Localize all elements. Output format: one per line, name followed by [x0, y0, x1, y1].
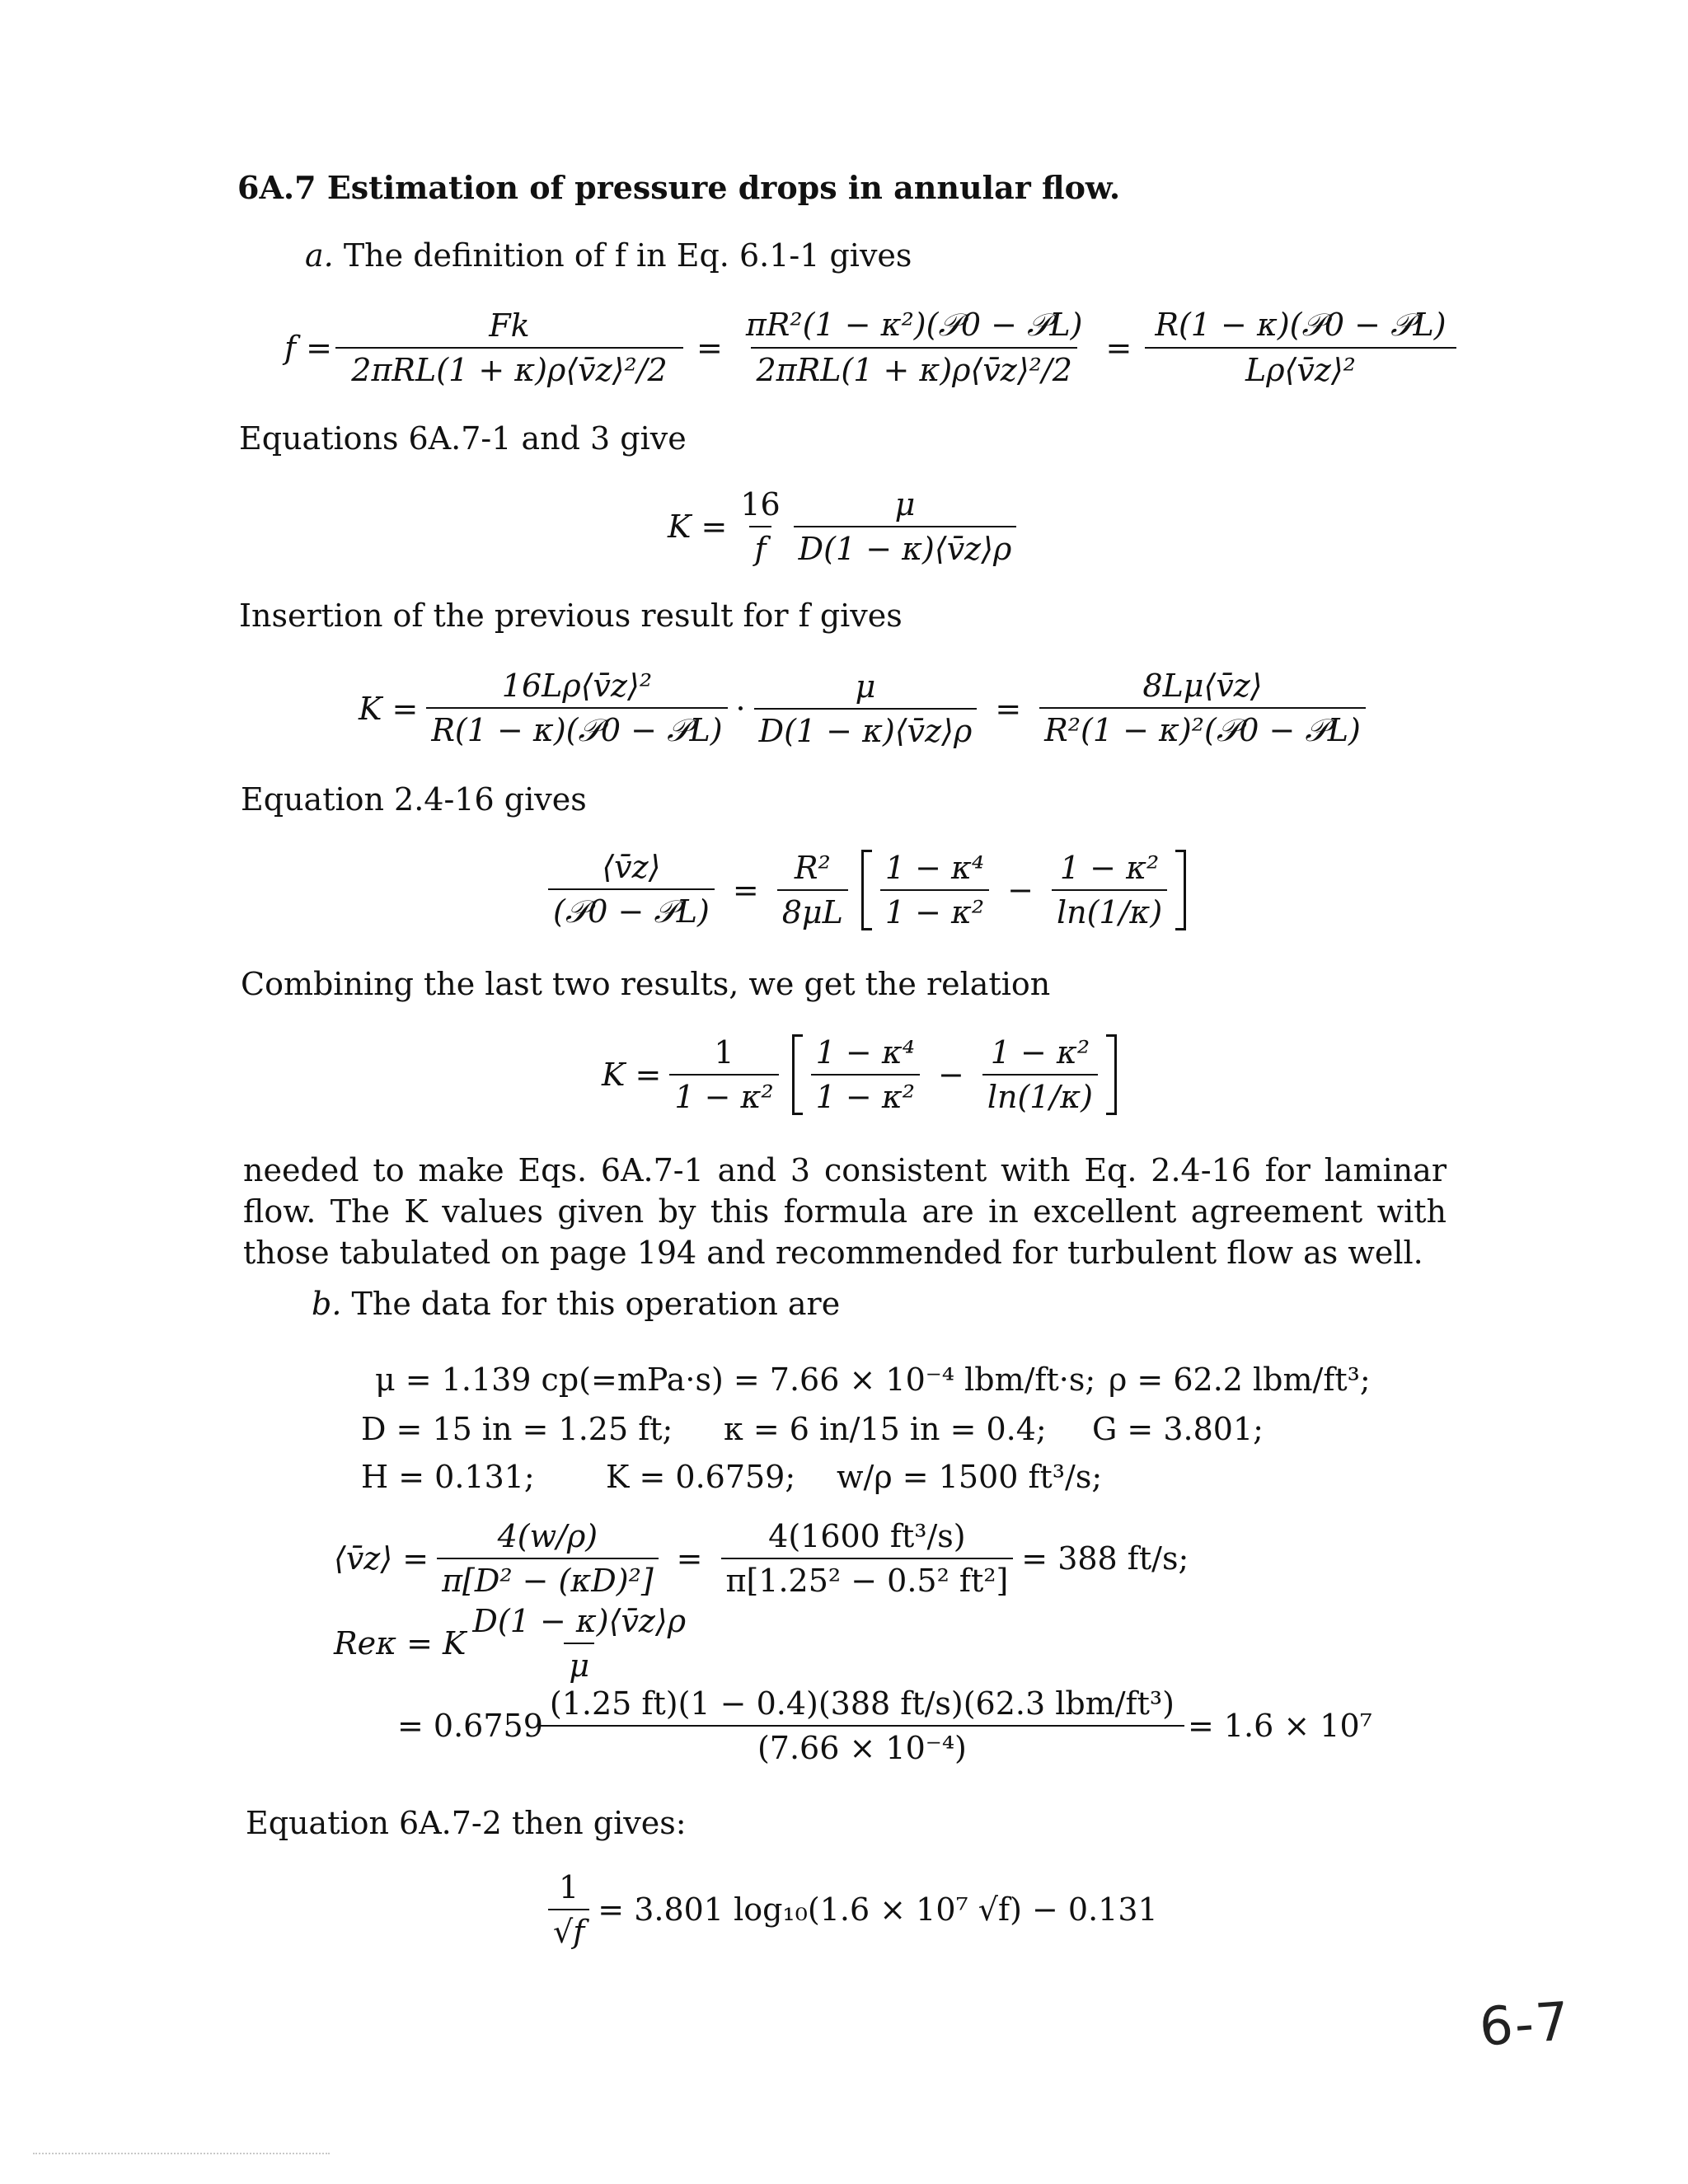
- eq4-b1-den: 1 − κ²: [880, 889, 989, 930]
- equation-k-relation: [602, 1034, 1122, 1115]
- eq4-left-frac: [548, 849, 715, 930]
- eq1-equals-a: =: [696, 329, 723, 366]
- eq3-frac1-den: R(1 − κ)(𝒫0 − 𝒫L): [426, 707, 727, 749]
- part-b-intro-text: The data for this operation are: [351, 1286, 841, 1322]
- re-frac-num: D(1 − κ)⟨v̄z⟩ρ: [472, 1603, 687, 1639]
- equation-friction-factor: [284, 307, 1460, 388]
- eq2-frac2-den: D(1 − κ)⟨v̄z⟩ρ: [794, 526, 1017, 567]
- eq2-frac2-num: μ: [894, 486, 916, 523]
- data-diameter: D = 15 in = 1.25 ft;: [361, 1411, 673, 1447]
- eq5-b1: [811, 1034, 920, 1115]
- eq3-frac2-den: D(1 − κ)⟨v̄z⟩ρ: [754, 708, 978, 749]
- vz-frac1-num: 4(w/ρ): [497, 1518, 598, 1554]
- data-viscosity: μ = 1.139 cp(=mPa·s) = 7.66 × 10⁻⁴ lbm/ft·s;: [375, 1361, 1096, 1398]
- vz-lhs: ⟨v̄z⟩ =: [334, 1540, 429, 1577]
- eq5-b2: [982, 1034, 1098, 1115]
- eq1-term2-num: πR²(1 − κ²)(𝒫0 − 𝒫L): [745, 307, 1083, 343]
- eq4-right-frac: [777, 850, 848, 930]
- eq5-b1-den: 1 − κ²: [811, 1074, 920, 1115]
- eq1-term1-den: 2πRL(1 + κ)ρ⟨v̄z⟩²/2: [335, 347, 683, 388]
- part-b-intro: [312, 1286, 840, 1324]
- eq3-frac2: [754, 668, 978, 749]
- part-a-intro-text: The definition of f in Eq. 6.1-1 gives: [343, 237, 912, 274]
- equation-k-definition: [668, 486, 1025, 567]
- re2-result: = 1.6 × 10⁷: [1187, 1708, 1372, 1744]
- eq1-term2: [741, 307, 1088, 388]
- eq5-b2-num: 1 − κ²: [990, 1034, 1090, 1071]
- equation-reynolds-value: [397, 1685, 1372, 1766]
- part-a-intro: [305, 237, 912, 275]
- re2-frac: [545, 1685, 1179, 1766]
- handwritten-page-number: 6-7: [1477, 1991, 1573, 2059]
- eq5-b1-num: 1 − κ⁴: [815, 1034, 915, 1071]
- text-equations-give: Equations 6A.7-1 and 3 give: [239, 420, 687, 457]
- vz-equals: =: [676, 1540, 703, 1577]
- equation-vz-value: [334, 1518, 1189, 1599]
- eq5-frac-num: 1: [714, 1034, 734, 1071]
- vz-frac1: [437, 1518, 659, 1599]
- equation-k-substituted: [359, 668, 1374, 749]
- eq4-left-num: ⟨v̄z⟩: [602, 849, 661, 885]
- eq3-frac3: [1039, 668, 1366, 749]
- equation-average-velocity: [540, 849, 1191, 930]
- data-flow: w/ρ = 1500 ft³/s;: [837, 1459, 1103, 1495]
- eq3-frac2-num: μ: [855, 668, 876, 705]
- re2-frac-den: (7.66 × 10⁻⁴): [540, 1725, 1184, 1766]
- eq3-frac1-num: 16Lρ⟨v̄z⟩²: [501, 668, 653, 704]
- eq6-frac: [548, 1869, 589, 1950]
- vz-frac2: [721, 1518, 1014, 1599]
- eq2-frac1-num: 16: [740, 486, 781, 523]
- eq3-frac1: [426, 668, 727, 749]
- data-kappa: κ = 6 in/15 in = 0.4;: [724, 1411, 1047, 1447]
- eq4-bracket: [861, 850, 1186, 930]
- eq1-lhs: f =: [284, 329, 332, 366]
- eq4-equals: =: [732, 871, 759, 908]
- eq4-minus: −: [1007, 871, 1034, 908]
- vz-frac1-den: π[D² − (κD)²]: [437, 1558, 659, 1599]
- eq5-frac: [669, 1034, 778, 1115]
- eq4-left-den: (𝒫0 − 𝒫L): [548, 888, 715, 930]
- eq5-frac-den: 1 − κ²: [669, 1074, 778, 1115]
- eq5-b2-den: ln(1/κ): [982, 1074, 1098, 1115]
- eq4-b1: [880, 850, 989, 930]
- eq3-frac3-num: 8Lμ⟨v̄z⟩: [1142, 668, 1263, 704]
- eq4-b2-den: ln(1/κ): [1052, 889, 1167, 930]
- text-combining: Combining the last two results, we get the relation: [241, 966, 1051, 1002]
- re-frac-den: μ: [564, 1643, 594, 1684]
- section-heading: [237, 169, 1120, 206]
- section-number: 6A.7: [237, 169, 316, 206]
- data-density: ρ = 62.2 lbm/ft³;: [1109, 1361, 1371, 1398]
- re-frac: [467, 1603, 691, 1684]
- eq2-frac1: [735, 486, 785, 567]
- eq4-right-den: 8μL: [777, 889, 848, 930]
- part-b-label: b.: [312, 1286, 342, 1322]
- eq4-b1-num: 1 − κ⁴: [884, 849, 985, 886]
- equation-friction-solution: [540, 1869, 1158, 1950]
- re2-frac-num: (1.25 ft)(1 − 0.4)(388 ft/s)(62.3 lbm/ft³): [549, 1685, 1175, 1722]
- eq3-dot: ·: [735, 690, 746, 727]
- eq4-right-num: R²: [794, 849, 831, 886]
- re-lhs: Reκ = K: [334, 1625, 467, 1661]
- eq3-frac3-den: R²(1 − κ)²(𝒫0 − 𝒫L): [1039, 707, 1366, 749]
- equation-reynolds: [334, 1603, 699, 1684]
- eq5-minus: −: [937, 1057, 964, 1093]
- data-h: H = 0.131;: [361, 1459, 535, 1495]
- eq3-lhs: K =: [359, 690, 419, 727]
- data-k: K = 0.6759;: [606, 1459, 796, 1495]
- scan-artifact-line: [33, 2153, 330, 2154]
- eq1-term3-den: Lρ⟨v̄z⟩²: [1145, 347, 1456, 388]
- eq1-term3: [1150, 307, 1451, 388]
- eq1-equals-b: =: [1105, 329, 1132, 366]
- eq4-b2: [1052, 850, 1167, 930]
- text-equation-6a7-2: Equation 6A.7-2 then gives:: [246, 1805, 687, 1841]
- eq1-term2-den: 2πRL(1 + κ)ρ⟨v̄z⟩²/2: [751, 347, 1076, 388]
- eq1-term3-num: R(1 − κ)(𝒫0 − 𝒫L): [1155, 307, 1447, 343]
- eq6-rhs: = 3.801 log₁₀(1.6 × 10⁷ √f) − 0.131: [598, 1891, 1158, 1928]
- section-title: Estimation of pressure drops in annular flow.: [326, 169, 1121, 206]
- text-equation-2-4-16: Equation 2.4-16 gives: [241, 781, 587, 818]
- eq4-b2-num: 1 − κ²: [1059, 849, 1160, 886]
- eq3-equals: =: [995, 690, 1022, 727]
- eq5-bracket: [792, 1034, 1117, 1115]
- eq1-term1-num: Fk: [489, 307, 530, 344]
- vz-frac2-num: 4(1600 ft³/s): [768, 1518, 966, 1554]
- vz-frac2-den: π[1.25² − 0.5² ft²]: [721, 1558, 1014, 1599]
- eq6-num: 1: [559, 1869, 579, 1905]
- eq2-lhs: K =: [668, 509, 728, 545]
- eq6-den: √f: [548, 1909, 589, 1950]
- data-g: G = 3.801;: [1092, 1411, 1264, 1447]
- part-a-label: a.: [305, 237, 334, 274]
- eq2-frac2: [794, 486, 1017, 567]
- eq1-term1: [340, 307, 678, 388]
- re2-lhs: = 0.6759: [397, 1708, 543, 1744]
- conclusion-paragraph: needed to make Eqs. 6A.7-1 and 3 consistent with Eq. 2.4-16 for laminar flow. The K values given by this formula are in excellent agreement with those tabulated on page 194 and recommended for turbulent flow as well.: [243, 1152, 1447, 1271]
- eq5-lhs: K =: [602, 1057, 662, 1093]
- vz-result: = 388 ft/s;: [1021, 1540, 1189, 1577]
- eq2-frac1-den: f: [749, 526, 771, 567]
- text-insertion: Insertion of the previous result for f gives: [239, 598, 903, 634]
